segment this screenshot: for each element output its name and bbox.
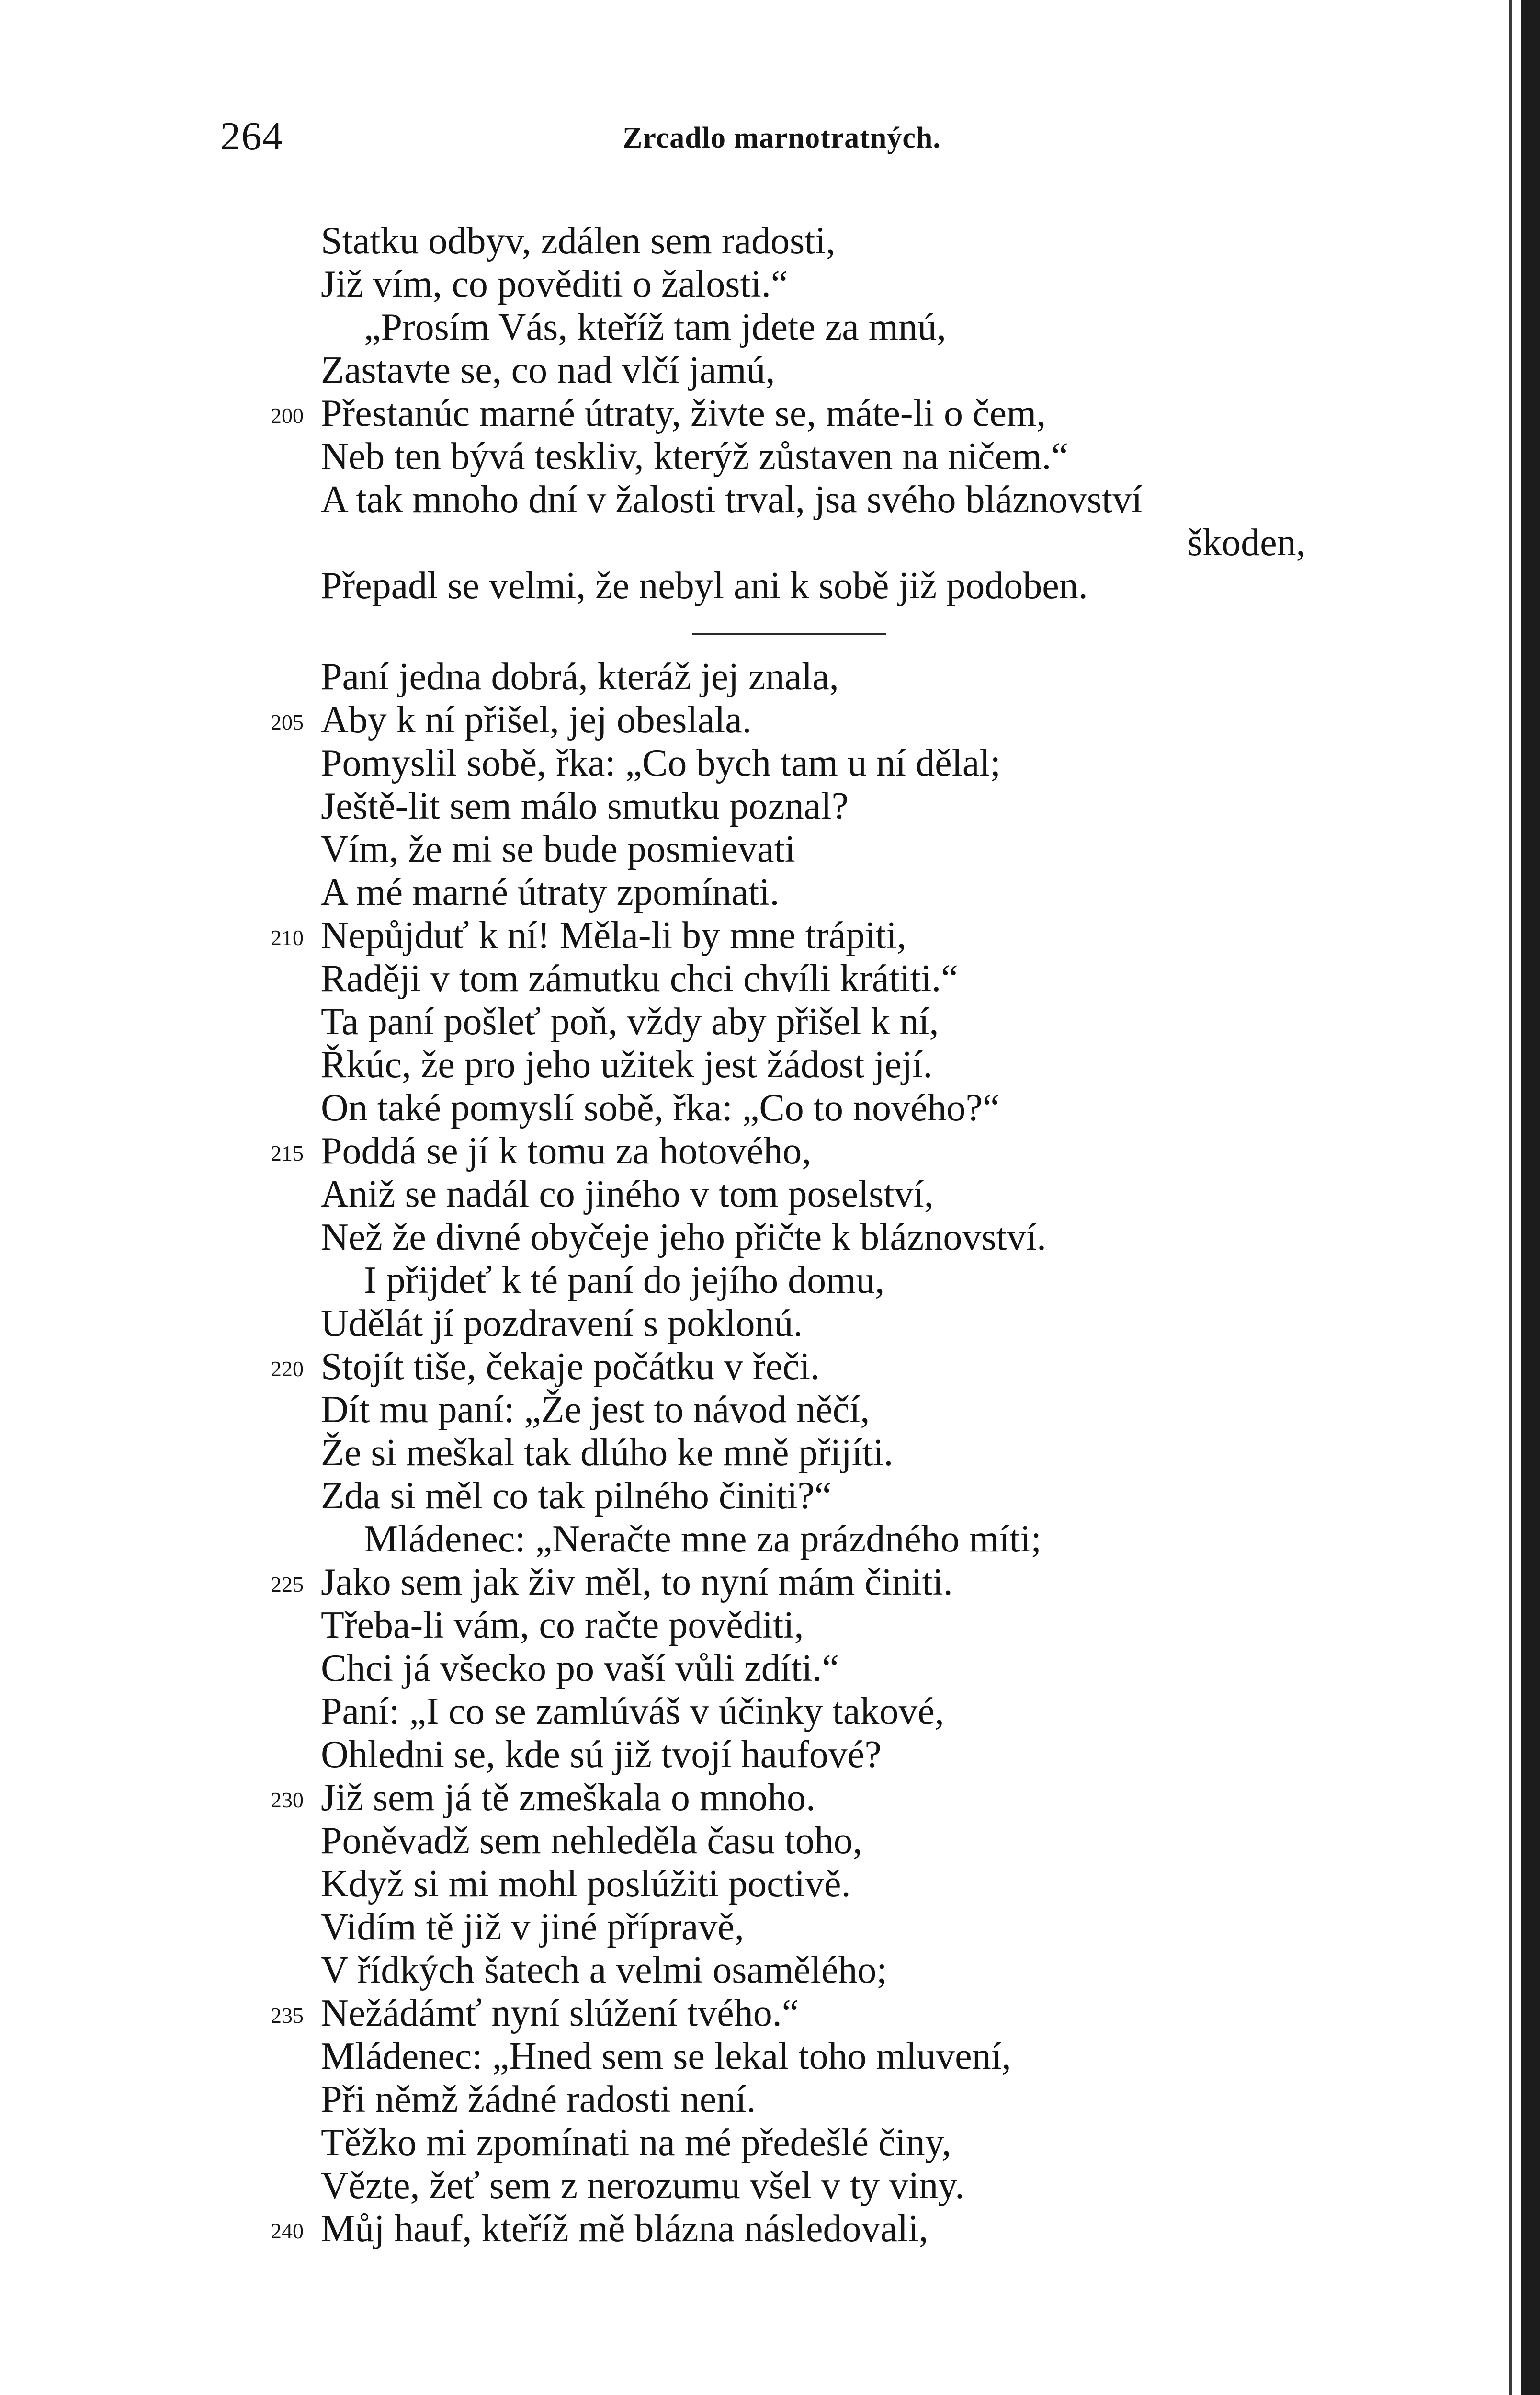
verse-line: Již sem já tě zmeškala o mnoho.	[321, 1777, 816, 1819]
verse-line: Poddá se jí k tomu za hotového,	[321, 1130, 812, 1172]
line-number: 240	[271, 2219, 304, 2243]
verse-line: Raději v tom zámutku chci chvíli krátiti.“	[321, 958, 958, 1000]
page-header	[220, 110, 1274, 163]
verse-line: Mládenec: „Hned sem se lekal toho mluvení,	[321, 2035, 1011, 2077]
verse-line: Třeba-li vám, co račte pověditi,	[321, 1604, 804, 1646]
verse-line: „Prosím Vás, kteříž tam jdete za mnú,	[364, 306, 946, 348]
verse-line: Pomyslil sobě, řka: „Co bych tam u ní dělal;	[321, 742, 1001, 784]
verse-line: Když si mi mohl poslúžiti poctivě.	[321, 1863, 851, 1905]
line-number: 205	[271, 710, 304, 734]
verse-line: Přestanúc marné útraty, živte se, máte-li o čem,	[321, 392, 1046, 434]
verse-line: Vidím tě již v jiné přípravě,	[321, 1906, 744, 1948]
verse-line: Mládenec: „Neračte mne za prázdného míti;	[364, 1518, 1042, 1560]
verse-line: Jako sem jak živ měl, to nyní mám činiti.	[321, 1561, 953, 1603]
verse-line: Můj hauf, kteříž mě blázna následovali,	[321, 2208, 929, 2250]
verse-line: V řídkých šatech a velmi osamělého;	[321, 1949, 887, 1991]
verse-line: Stojít tiše, čekaje počátku v řeči.	[321, 1346, 820, 1388]
verse-line: Ta paní pošleť poň, vždy aby přišel k ní,	[321, 1001, 939, 1043]
scan-edge-right	[1521, 0, 1540, 2395]
verse-line: Chci já všecko po vaší vůli zdíti.“	[321, 1647, 839, 1689]
verse-line: Již vím, co pověditi o žalosti.“	[321, 263, 788, 305]
verse-line: Vězte, žeť sem z nerozumu všel v ty viny.	[321, 2165, 965, 2207]
verse-line: Dít mu paní: „Že jest to návod něčí,	[321, 1389, 870, 1431]
line-number: 235	[271, 2003, 304, 2028]
verse-line: Zda si měl co tak pilného činiti?“	[321, 1475, 832, 1517]
verse-line: Než že divné obyčeje jeho přičte k bláznovství.	[321, 1216, 1046, 1258]
line-number: 230	[271, 1788, 304, 1812]
verse-line: Těžko mi zpomínati na mé předešlé činy,	[321, 2121, 951, 2164]
verse-line: Aniž se nadál co jiného v tom poselství,	[321, 1173, 934, 1215]
verse-line: Přepadl se velmi, že nebyl ani k sobě již podoben.	[321, 565, 1088, 607]
verse-line: Paní jedna dobrá, kteráž jej znala,	[321, 656, 839, 698]
verse-line: Neb ten bývá teskliv, kterýž zůstaven na ničem.“	[321, 435, 1068, 478]
verse-line: Nepůjduť k ní! Měla-li by mne trápiti,	[321, 914, 906, 957]
verse-line: Poněvadž sem nehleděla času toho,	[321, 1820, 862, 1862]
verse-line: Ohledni se, kde sú již tvojí haufové?	[321, 1734, 882, 1776]
line-number: 225	[271, 1572, 304, 1597]
verse-line: Udělát jí pozdravení s poklonú.	[321, 1302, 803, 1345]
verse-line: Aby k ní přišel, jej obeslala.	[321, 699, 752, 741]
verse-line: A tak mnoho dní v žalosti trval, jsa svého bláznovství	[321, 479, 1143, 521]
line-number: 210	[271, 925, 304, 950]
verse-line: Ještě-lit sem málo smutku poznal?	[321, 785, 849, 827]
verse-line: I přijdeť k té paní do jejího domu,	[364, 1259, 885, 1301]
verse-line: Při němž žádné radosti není.	[321, 2078, 756, 2121]
verse-line: Vím, že mi se bude posmievati	[321, 828, 795, 870]
section-separator	[692, 633, 886, 635]
verse-line-continuation: škoden,	[1188, 522, 1306, 564]
verse-line: A mé marné útraty zpomínati.	[321, 871, 780, 913]
verse-line: Řkúc, že pro jeho užitek jest žádost její.	[321, 1044, 933, 1086]
line-number: 200	[271, 403, 304, 428]
verse-line: Statku odbyv, zdálen sem radosti,	[321, 220, 836, 262]
line-number: 220	[271, 1357, 304, 1381]
verse-line: On také pomyslí sobě, řka: „Co to nového?“	[321, 1087, 1000, 1129]
verse-line: Že si meškal tak dlúho ke mně přijíti.	[321, 1432, 894, 1474]
verse-line: Paní: „I co se zamlúváš v účinky takové,	[321, 1690, 944, 1733]
verse-line: Zastavte se, co nad vlčí jamú,	[321, 349, 775, 391]
page-number: 264	[220, 114, 283, 159]
running-title: Zrcadlo marnotratných.	[623, 122, 941, 154]
verse-line: Nežádámť nyní slúžení tvého.“	[321, 1992, 799, 2034]
line-number: 215	[271, 1141, 304, 1165]
scan-edge-inner	[1509, 0, 1512, 2395]
